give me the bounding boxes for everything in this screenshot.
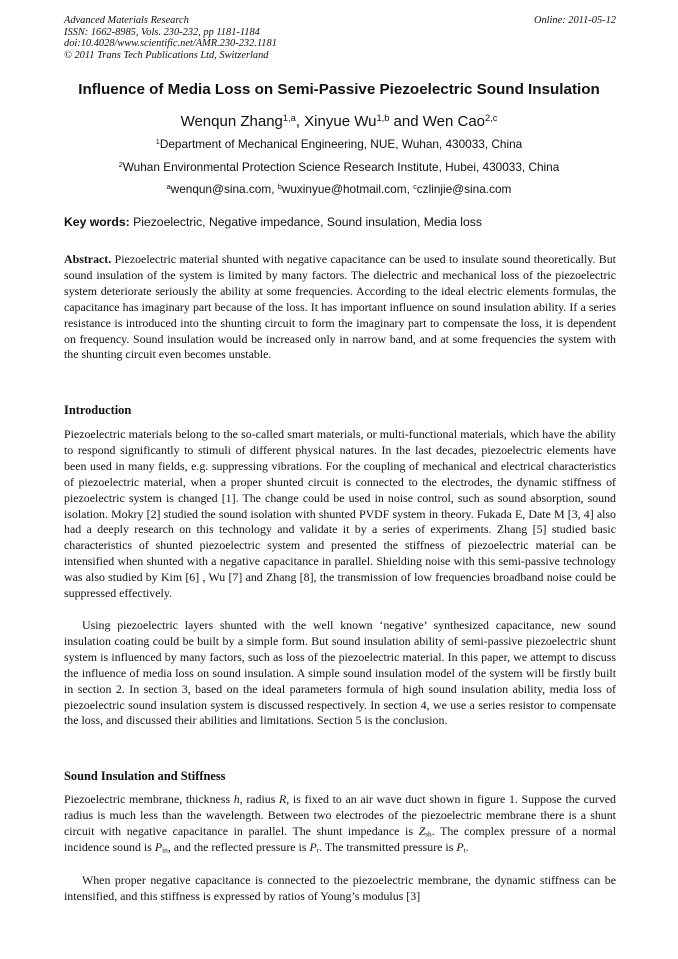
copyright-line: © 2011 Trans Tech Publications Ltd, Switzerland (64, 49, 269, 61)
abstract-paragraph (64, 252, 616, 363)
email-list: $^a$wenqun@sina.com, $^b$wuxinyue@hotmail.com, $^c$czlinjie@sina.com (166, 181, 512, 196)
body-text: . The transmitted pressure is (319, 839, 457, 854)
sound-insulation-heading: Sound Insulation and Stiffness (64, 769, 226, 783)
body-text: , and the reflected pressure is (167, 839, 310, 854)
author-name: Xinyue Wu (304, 113, 377, 130)
email-superscript: c (413, 181, 417, 191)
variable-p: P (456, 839, 464, 854)
subscript-sh: sh (425, 829, 432, 839)
sound-insulation-paragraph-1 (64, 792, 616, 856)
author-superscript: 2,c (485, 112, 498, 123)
body-text: , is fixed to an air wave duct shown in figure 1. Suppose the curved radius is much less than the wavelength. Between two electrodes of the piezoelectric membrane there is a shunt circuit with negative capacitance in parallel. The shunt impedance is (64, 792, 617, 838)
introduction-paragraph-1: Piezoelectric materials belong to the so-called smart materials, or multi-functional materials, which have the ability to respond significantly to stimuli of different physical natures. In the last decades, piezoelectric elements have been used in many fields, e.g. suppressing vibrations. For the coupling of mechanical and electrical characteristics of piezoelectric material, when a proper shunted circuit is connected to the electrodes, the dynamic stiffness of piezoelectric system is changed [1]. The change could be used in noise control, such as sound absorption, sound isolation. Mokry [2] studied the sound isolation with shunted PVDF system in theory. Fukada E, Date M [3, 4] also had a deeply research on this technology and validate it by a series of experiments. Zhang [5] studied basic characteristics of shunted piezoelectric system and presented the stiffness of piezoelectric material can be intensified when shunted with a negative capacitance in parallel. Shielding noise with this semi-passive technology was also studied by Kim [6] , Wu [7] and Zhang [8], the transmission of low frequencies broadband noise could be suppressed effectively. (64, 427, 616, 601)
email-address: wenqun@sina.com (170, 182, 272, 196)
affiliation-superscript: 2 (118, 159, 123, 169)
affiliation-1 (40, 137, 638, 151)
issn-line: ISSN: 1662-8985, Vols. 230-232, pp 1181-1184 (64, 26, 260, 38)
abstract-label: Abstract. (64, 252, 112, 266)
body-text: . (465, 839, 469, 854)
paper-title: Influence of Media Loss on Semi-Passive Piezoelectric Sound Insulation (78, 81, 600, 98)
email-address: czlinjie@sina.com (416, 182, 512, 196)
abstract-text: Piezoelectric material shunted with negative capacitance can be used to insulate sound theoretically. But sound insulation of the system is limited by many factors. The dielectric and mechanical loss of the piezoelectric system deteriorate seriously the ability at some frequencies. According to the ideal electric elements formulas, the capacitance has imaginary part because of the loss. It has important influence on sound insulation ability. If a series resistance is introduced into the shunting circuit to form the imaginary part to compensate the loss, it is dependent on frequency. Sound insulation would be increased only in narrow band, and at some frequencies the system with the shunting circuit even becomes unstable. (64, 252, 616, 362)
body-text: Piezoelectric membrane, thickness (64, 792, 234, 806)
body-text: , radius (239, 792, 280, 806)
affiliation-superscript: 1 (155, 136, 160, 146)
keywords-text: Piezoelectric, Negative impedance, Sound insulation, Media loss (133, 215, 482, 229)
variable-p: P (154, 839, 163, 854)
doi-line: doi:10.4028/www.scientific.net/AMR.230-232.1181 (64, 38, 277, 50)
variable-h: h (233, 792, 240, 806)
author-name: Wenqun Zhang (180, 113, 283, 130)
journal-header (64, 15, 616, 61)
affiliation-text: Wuhan Environmental Protection Science Research Institute, Hubei, 430033, China (122, 160, 560, 174)
variable-z: Z (418, 823, 426, 838)
variable-p: P (309, 839, 317, 854)
author-superscript: 1,b (376, 112, 390, 123)
online-date: Online: 2011-05-12 (533, 15, 616, 26)
affiliation-2 (40, 160, 638, 174)
keywords-label: Key words: (64, 215, 130, 229)
affiliation-text: Department of Mechanical Engineering, NUE, Wuhan, 430033, China (159, 137, 523, 151)
author-name: Wen Cao (422, 113, 486, 130)
introduction-paragraph-2: Using piezoelectric layers shunted with the well known ‘negative’ synthesized capacitance, new sound insulation coating could be built by a simple form. But sound insulation ability of semi-passive piezoelectric shunt system is influenced by many factors, such as loss of the piezoelectric material. In this paper, we attempt to discuss the influence of media loss on sound insulation. A simple sound insulation model of the system will be firstly built in section 2. In section 3, based on the ideal parameters formula of high sound insulation ability, media loss of piezoelectric sound insulation system is discussed respectively. In section 4, we use a series resistor to compensate the loss, and discussed their abilities and limitations. Section 5 is the conclusion. (64, 618, 616, 728)
subscript-r: r (316, 845, 320, 855)
keywords-line (64, 215, 616, 229)
variable-r: R (279, 792, 287, 806)
email-address: wuxinyue@hotmail.com (281, 182, 407, 196)
body-text: . The complex pressure of a normal incidence sound is (64, 823, 616, 854)
subscript-in: in (162, 845, 168, 855)
author-superscript: 1,a (282, 112, 296, 123)
author-list: Wenqun Zhang$^{1,a}$, Xinyue Wu$^{1,b}$ and Wen Cao$^{2,c}$ (180, 112, 498, 130)
introduction-heading: Introduction (64, 403, 132, 417)
subscript-t: t (463, 845, 466, 855)
journal-name: Advanced Materials Research (64, 15, 189, 26)
email-superscript: a (166, 181, 171, 191)
email-superscript: b (277, 181, 282, 191)
sound-insulation-paragraph-2: When proper negative capacitance is connected to the piezoelectric membrane, the dynamic stiffness can be intensified, and this stiffness is expressed by ratios of Young’s modulus [3] (64, 873, 616, 903)
